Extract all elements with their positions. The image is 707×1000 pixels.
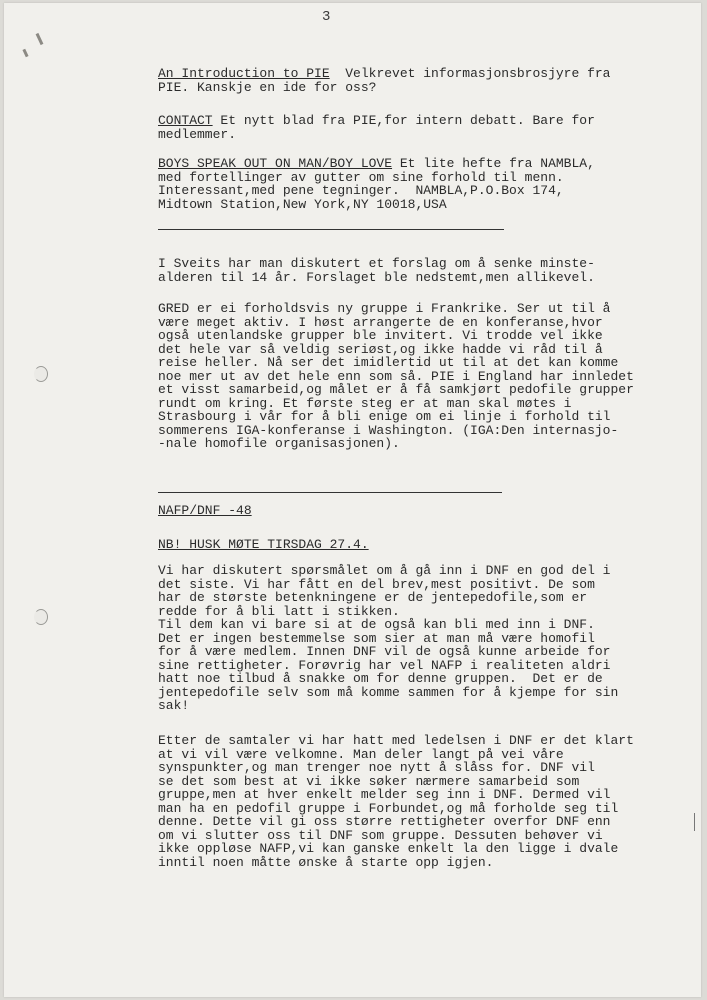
- document-page: [4, 3, 701, 997]
- section-divider: [158, 492, 502, 493]
- section-divider: [158, 229, 504, 230]
- publication-description: Et nytt blad fra PIE,for intern debatt. Bare for: [212, 113, 595, 128]
- paper-mark: [36, 33, 44, 45]
- publication-title: CONTACT: [158, 113, 213, 128]
- publication-item: [158, 157, 706, 211]
- news-switzerland: I Sveits har man diskutert et forslag om å senke minste- alderen til 14 år. Forslaget ble nedstemt,men allikevel.: [158, 256, 595, 285]
- publication-description-rest: PIE. Kanskje en ide for oss?: [158, 79, 377, 95]
- nafp-paragraph: Vi har diskutert spørsmålet om å gå inn i DNF en god del i det siste. Vi har fått en del brev,mest positivt. De som har de største betenkningene er de jentepedofile,som er redde for å bli latt i stikken. Til dem kan vi bare si at de også kan bli med inn i DNF. Det er ingen bestemmelse som sier at man må være homofil for å være medlem. Innen DNF vil de også kunne arbeide for sine rettigheter. Forøvrig har vel NAFP i realiteten aldri hatt noe tilbud å snakke om for denne gruppen. Det er de jentepedofile selv som må komme sammen for å kjempe for sin sak!: [158, 563, 619, 713]
- publication-title: BOYS SPEAK OUT ON MAN/BOY LOVE: [158, 156, 393, 171]
- publication-item: [158, 114, 706, 141]
- meeting-reminder: NB! HUSK MØTE TIRSDAG 27.4.: [158, 537, 369, 552]
- publication-title: An Introduction to PIE: [158, 66, 330, 81]
- punch-hole: [34, 609, 48, 625]
- section-heading: NAFP/DNF -48: [158, 503, 252, 518]
- publication-description-rest: med fortellinger av gutter om sine forhold til menn. Interessant,med pene tegninger. NAMBLA,P.O.Box 174, Midtown Station,New York,NY 10018,USA: [158, 169, 564, 212]
- publication-description: Et lite hefte fra NAMBLA,: [392, 156, 595, 171]
- page-number: 3: [322, 9, 331, 25]
- punch-hole: [34, 366, 48, 382]
- publication-item: [158, 67, 706, 94]
- publication-description: Velkrevet informasjonsbrosjyre fra: [329, 66, 611, 81]
- nafp-paragraph: Etter de samtaler vi har hatt med ledelsen i DNF er det klart at vi vil være velkomne. Man deler langt på vei våre synspunkter,og man trenger noe nytt å slåss for. DNF vil se det som best at vi ikke søker nærmere samarbeid som gruppe,men at hver enkelt melder seg inn i DNF. Dermed vil man ha en pedofil gruppe i Forbundet,og må forholde seg til denne. Dette vil gi oss større rettigheter overfor DNF enn om vi slutter oss til DNF som gruppe. Dessuten behøver vi ikke oppløse NAFP,vi kan ganske enkelt la den ligge i dvale inntil noen måtte ønske å starte opp igjen.: [158, 733, 634, 870]
- publication-description-rest: medlemmer.: [158, 126, 237, 142]
- news-gred: GRED er ei forholdsvis ny gruppe i Frankrike. Ser ut til å være meget aktiv. I høst arrangerte de en konferanse,hvor også utenlandske grupper ble invitert. Vi trodde vel ikke det hele var så veldig seriøst,og ikke hadde vi råd til å reise heller. Nå ser det imidlertid ut til at det kan komme noe mer ut av det hele enn som så. PIE i England har innledet et visst samarbeid,og målet er å få samkjørt pedofile grupper rundt om kring. Et første steg er at man skal møtes i Strasbourg i vår for å bli enige om ei linje i forhold til sommerens IGA-konferanse i Washington. (IGA:Den internasjo- -nale homofile organisasjonen).: [158, 301, 634, 451]
- paper-mark: [22, 49, 28, 58]
